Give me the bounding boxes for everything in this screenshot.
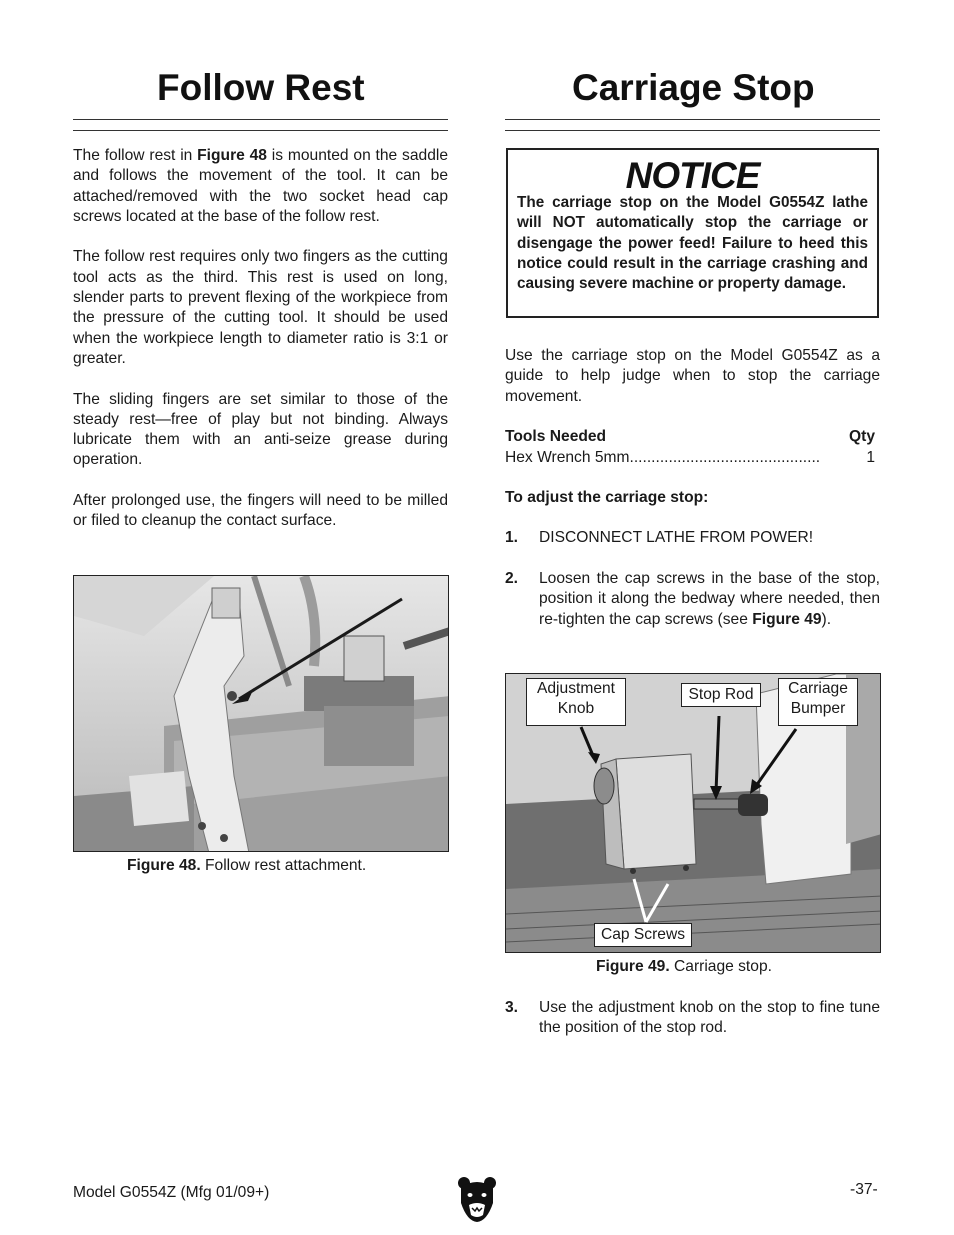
follow-rest-illustration bbox=[74, 576, 449, 852]
grizzly-bear-logo bbox=[457, 1175, 497, 1223]
step-text: Loosen the cap screws in the base of the stop, position it along the bedway where needed, then re-tighten the cap screws (see Figure 49). bbox=[539, 570, 880, 628]
title-rule-top bbox=[505, 119, 880, 120]
callout-stop-rod: Stop Rod bbox=[681, 683, 761, 707]
callout-cap-screws: Cap Screws bbox=[594, 923, 692, 947]
tool-qty: 1 bbox=[863, 448, 875, 468]
figure-49-caption: Figure 49. Carriage stop. bbox=[596, 958, 772, 975]
step-number: 2. bbox=[505, 570, 519, 587]
tools-needed-label: Tools Needed bbox=[505, 428, 607, 445]
figure-48-caption: Figure 48. Follow rest attachment. bbox=[127, 857, 367, 874]
tools-header bbox=[505, 427, 875, 447]
callout-carriage-bumper: Carriage Bumper bbox=[778, 678, 858, 726]
title-rule-top bbox=[73, 119, 448, 120]
notice-box bbox=[506, 148, 879, 318]
carriage-stop-title: Carriage Stop bbox=[572, 67, 815, 108]
procedure-heading: To adjust the carriage stop: bbox=[505, 489, 709, 506]
footer-model: Model G0554Z (Mfg 01/09+) bbox=[73, 1184, 270, 1201]
title-rule-bottom bbox=[505, 130, 880, 131]
figure-49-photo bbox=[505, 673, 881, 953]
carriage-stop-intro: Use the carriage stop on the Model G0554Z as a guide to help judge when to stop the carriage movement. bbox=[505, 347, 880, 405]
step-text: Use the adjustment knob on the stop to fine tune the position of the stop rod. bbox=[539, 999, 880, 1037]
paragraph: The follow rest requires only two fingers as the cutting tool acts as the third. This rest is used on long, slender parts to prevent flexing of the workpiece from the pressure of the cutting tool. It should be used when the workpiece length to diameter ratio is 3:1 or greater. bbox=[73, 248, 448, 367]
step-text: DISCONNECT LATHE FROM POWER! bbox=[539, 529, 814, 546]
footer-page-number: -37- bbox=[850, 1181, 878, 1198]
notice-text: The carriage stop on the Model G0554Z lathe will NOT automatically stop the carriage or disengage the power feed! Failure to heed this notice could result in the carriage crashing and causing severe machine or property damage. bbox=[517, 194, 868, 293]
tools-item bbox=[505, 448, 875, 468]
notice-title: NOTICE bbox=[625, 155, 760, 196]
step-number: 1. bbox=[505, 529, 519, 546]
step-number: 3. bbox=[505, 999, 519, 1016]
tool-name: Hex Wrench 5mm bbox=[505, 449, 630, 466]
tools-qty-label: Qty bbox=[849, 428, 875, 445]
tool-leader-dots: ............................................ bbox=[629, 449, 821, 466]
title-rule-bottom bbox=[73, 130, 448, 131]
paragraph: The sliding fingers are set similar to those of the steady rest—free of play but not binding. Always lubricate them with an anti-seize grease during operation. bbox=[73, 390, 448, 469]
paragraph: After prolonged use, the fingers will need to be milled or filed to cleanup the contact surface. bbox=[73, 492, 448, 530]
callout-adjustment-knob: Adjustment Knob bbox=[526, 678, 626, 726]
follow-rest-title: Follow Rest bbox=[157, 67, 365, 108]
paragraph: The follow rest in Figure 48 is mounted on the saddle and follows the movement of the tool. It can be attached/removed with the two socket head cap screws located at the base of the follow rest. bbox=[73, 147, 449, 225]
follow-rest-body bbox=[73, 146, 448, 532]
figure-48-photo bbox=[73, 575, 449, 852]
